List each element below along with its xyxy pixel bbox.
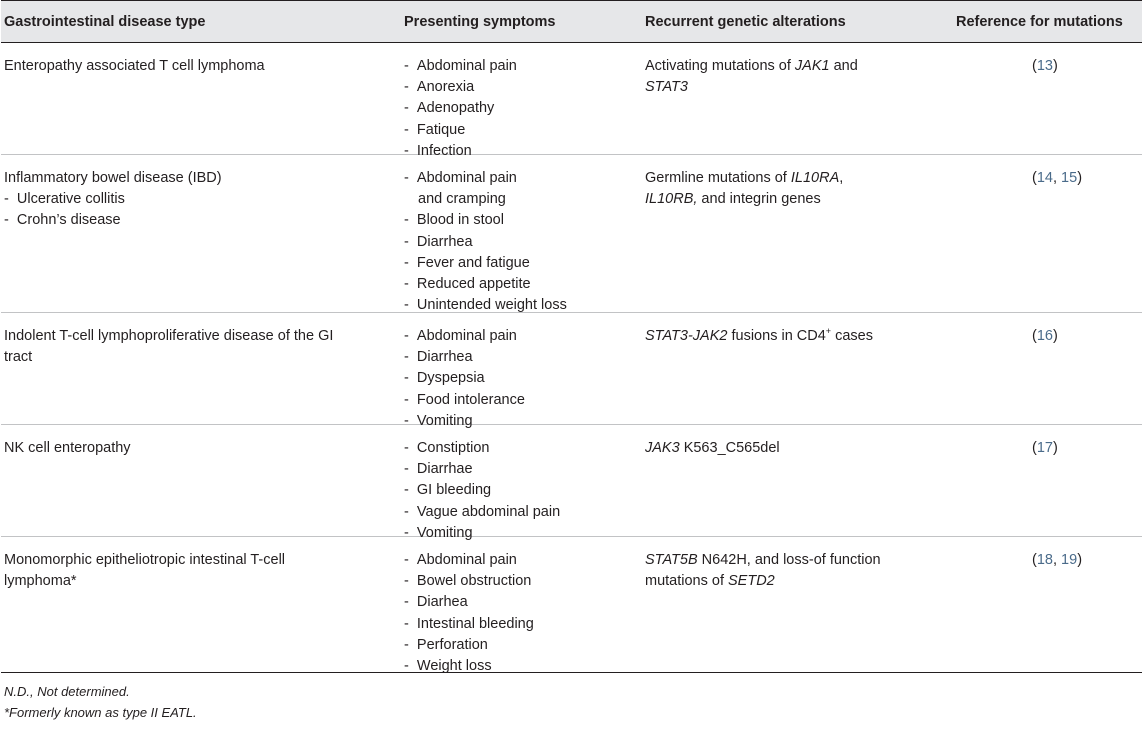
- symptoms-cell: - Abdominal pain - Bowel obstruction - Diarhea - Intestinal bleeding - Perforation - Weight loss: [404, 552, 534, 675]
- disease-cell: Inflammatory bowel disease (IBD) - Ulcerative collitis - Crohn’s disease: [4, 170, 222, 229]
- footnote-abbreviations: N.D., Not determined.: [4, 684, 130, 699]
- symptoms-cell: - Abdominal pain - Anorexia - Adenopathy - Fatique - Infection: [404, 58, 517, 159]
- symptoms-cell: - Abdominal pain - Diarrhea - Dyspepsia - Food intolerance - Vomiting: [404, 328, 525, 429]
- header-symptoms: Presenting symptoms: [404, 14, 556, 30]
- header-disease-type: Gastrointestinal disease type: [4, 14, 206, 30]
- table-row: [1, 537, 1142, 675]
- alterations-cell: Activating mutations of JAK1 and STAT3: [645, 58, 858, 96]
- reference-cell: (18, 19): [1032, 552, 1083, 568]
- disease-cell: Indolent T-cell lymphoproliferative disease of the GI tract: [4, 328, 334, 366]
- reference-link[interactable]: 13: [1036, 58, 1053, 74]
- reference-cell: (13): [1032, 58, 1058, 74]
- reference-link[interactable]: 15: [1061, 170, 1078, 186]
- table-row: [1, 313, 1142, 429]
- reference-link[interactable]: 14: [1036, 170, 1053, 186]
- reference-link[interactable]: 18: [1036, 552, 1053, 568]
- disease-cell: Enteropathy associated T cell lymphoma: [4, 58, 265, 74]
- reference-link[interactable]: 17: [1036, 440, 1053, 456]
- table-header-row: [1, 0, 1142, 43]
- symptoms-cell: - Constiption - Diarrhae - GI bleeding - Vague abdominal pain - Vomiting: [404, 440, 561, 541]
- disease-cell: NK cell enteropathy: [4, 440, 131, 456]
- alterations-cell: STAT3-JAK2 fusions in CD4+ cases: [645, 326, 873, 344]
- header-reference: Reference for mutations: [956, 14, 1123, 30]
- table-row: [1, 43, 1142, 159]
- reference-cell: (14, 15): [1032, 170, 1083, 186]
- genetic-alterations-table: [1, 0, 1142, 723]
- footnote-star: *Formerly known as type II EATL.: [4, 705, 197, 720]
- table-row: [1, 425, 1142, 541]
- symptoms-cell: - Abdominal pain and cramping - Blood in stool - Diarrhea - Fever and fatigue - Reduced appetite - Unintended weight loss: [404, 170, 567, 314]
- reference-link[interactable]: 16: [1036, 328, 1053, 344]
- table-row: [1, 155, 1142, 313]
- reference-link[interactable]: 19: [1061, 552, 1078, 568]
- reference-cell: (16): [1032, 328, 1058, 344]
- disease-cell: Monomorphic epitheliotropic intestinal T-cell lymphoma*: [4, 552, 286, 590]
- alterations-cell: Germline mutations of IL10RA, IL10RB, and integrin genes: [645, 170, 844, 208]
- header-alterations: Recurrent genetic alterations: [645, 14, 846, 30]
- reference-cell: (17): [1032, 440, 1058, 456]
- alterations-cell: STAT5B N642H, and loss-of function mutations of SETD2: [645, 552, 881, 590]
- alterations-cell: JAK3 K563_C565del: [645, 440, 780, 456]
- table-footnotes: [1, 681, 1142, 723]
